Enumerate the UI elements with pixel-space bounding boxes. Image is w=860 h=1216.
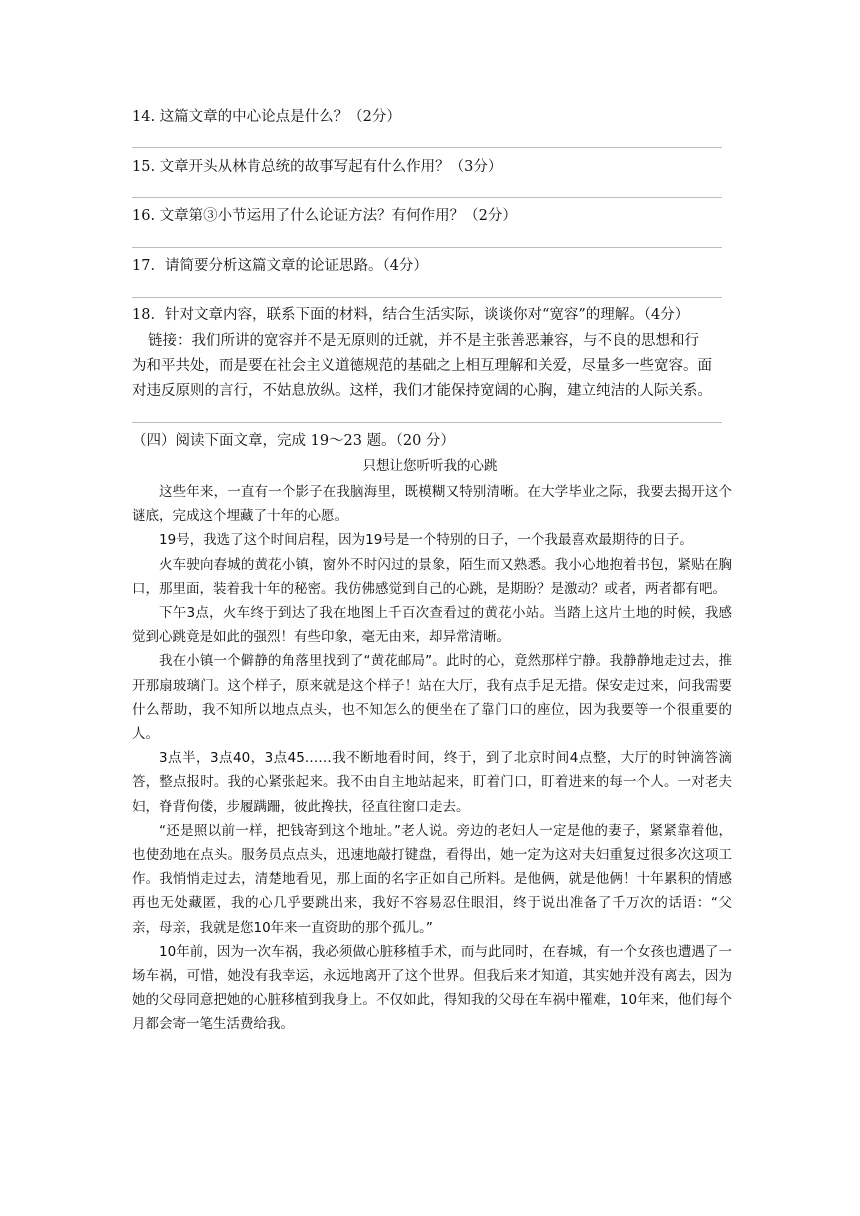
article-body (132, 480, 732, 1037)
answer-line-16[interactable] (132, 247, 722, 248)
answer-line-14[interactable] (132, 147, 722, 148)
link-material-line-1: 链接：我们所讲的宽容并不是无原则的迁就，并不是主张善恶兼容，与不良的思想和行 (148, 333, 699, 349)
paragraph: 10年前，因为一次车祸，我必须做心脏移植手术，而与此同时，在春城，有一个女孩也遭遇了一场车祸，可惜，她没有我幸运，永远地离开了这个世界。但我后来才知道，其实她并没有离去，因为她的父母同意把她的心脏移植到我身上。不仅如此，得知我的父母在车祸中罹难，10年来，他们每个月都会寄一笔生活费给我。 (132, 943, 732, 1033)
answer-line-17[interactable] (132, 297, 722, 298)
paragraph: 我在小镇一个僻静的角落里找到了“黄花邮局”。此时的心，竟然那样宁静。我静静地走过去，推开那扇玻璃门。这个样子，原来就是这个样子！站在大厅，我有点手足无措。保安走过来，问我需要什么帮助，我不知所以地点点头，也不知怎么的便坐在了靠门口的座位，因为我要等一个很重要的人。 (132, 653, 732, 743)
question-16: 16. 文章第③小节运用了什么论证方法？有何作用？（2分） (132, 208, 517, 224)
paragraph: 3点半，3点40，3点45……我不断地看时间，终于，到了北京时间4点整，大厅的时钟滴答滴答，整点报时。我的心紧张起来。我不由自主地站起来，盯着门口，盯着进来的每一个人。一对老夫妇，脊背佝偻，步履蹒跚，彼此搀扶，径直往窗口走去。 (132, 750, 732, 815)
paragraph: 火车驶向春城的黄花小镇，窗外不时闪过的景象，陌生而又熟悉。我小心地抱着书包，紧贴在胸口，那里面，装着我十年的秘密。我仿佛感觉到自己的心跳，是期盼？是激动？或者，两者都有吧。 (132, 556, 732, 597)
link-material-line-3: 对违反原则的言行，不姑息放纵。这样，我们才能保持宽阔的心胸，建立纯洁的人际关系。 (132, 383, 712, 399)
paragraph: 这些年来，一直有一个影子在我脑海里，既模糊又特别清晰。在大学毕业之际，我要去揭开这个谜底，完成这个埋藏了十年的心愿。 (132, 484, 732, 525)
paragraph: 下午3点，火车终于到达了我在地图上千百次查看过的黄花小站。当踏上这片土地的时候，我感觉到心跳竟是如此的强烈！有些印象，毫无由来，却异常清晰。 (132, 605, 732, 646)
link-material-line-2: 为和平共处，而是要在社会主义道德规范的基础之上相互理解和关爱，尽量多一些宽容。面 (132, 358, 712, 374)
question-14: 14. 这篇文章的中心论点是什么？（2分） (132, 109, 401, 125)
answer-line-18[interactable] (132, 422, 722, 423)
paragraph: 19号，我选了这个时间启程，因为19号是一个特别的日子，一个我最喜欢最期待的日子。 (159, 532, 693, 549)
article-title: 只想让您听听我的心跳 (362, 458, 498, 474)
question-18: 18．针对文章内容，联系下面的材料，结合生活实际，谈谈你对“宽容”的理解。（4分） (132, 307, 690, 323)
question-15: 15. 文章开头从林肯总统的故事写起有什么作用？（3分） (132, 159, 503, 175)
section-heading: （四）阅读下面文章，完成 19～23 题。（20 分） (132, 433, 455, 449)
question-17: 17．请简要分析这篇文章的论证思路。（4分） (132, 258, 428, 274)
paragraph: “还是照以前一样，把钱寄到这个地址。”老人说。旁边的老妇人一定是他的妻子，紧紧靠着他，也使劲地在点头。服务员点点头，迅速地敲打键盘，看得出，她一定为这对夫妇重复过很多次这项工作。我悄悄走过去，清楚地看见，那上面的名字正如自己所料。是他俩，就是他俩！十年累积的情感再也无处藏匿，我的心几乎要跳出来，我好不容易忍住眼泪，终于说出准备了千万次的话语：“父亲，母亲，我就是您10年来一直资助的那个孤儿。” (132, 822, 732, 936)
answer-line-15[interactable] (132, 197, 722, 198)
